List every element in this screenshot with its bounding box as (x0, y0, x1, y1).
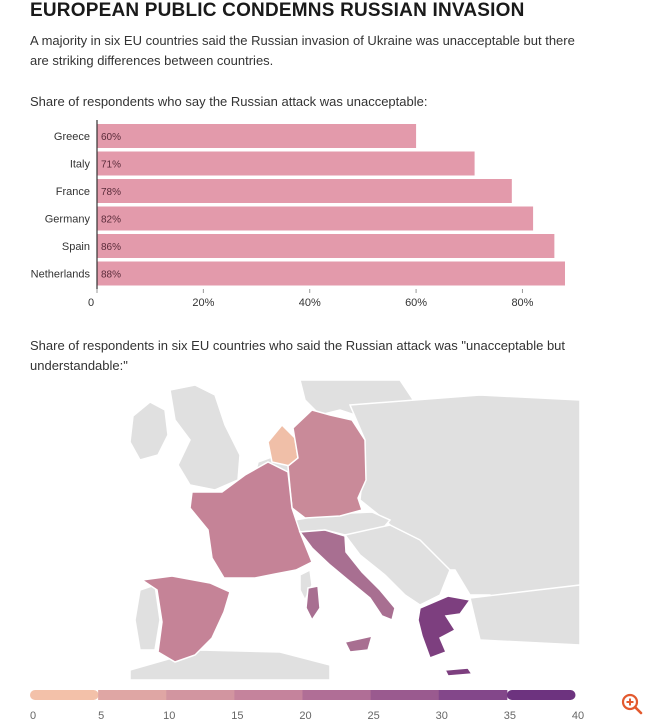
value-label-germany: 82% (101, 214, 122, 226)
legend-tick-label: 25 (367, 710, 380, 722)
value-label-greece: 60% (101, 132, 122, 143)
bar-germany (97, 207, 533, 231)
choropleth-map (0, 380, 650, 680)
value-label-italy: 71% (101, 159, 122, 171)
land-portugal (135, 585, 160, 650)
country-italy-sicily (345, 636, 372, 652)
category-label-italy: Italy (69, 158, 90, 171)
bar-france (97, 179, 512, 203)
page-subtitle: A majority in six EU countries said the Russian invasion of Ukraine was unacceptable but there are striking differences between countries. (30, 33, 575, 68)
country-greece (418, 596, 470, 658)
legend-swatch (166, 690, 235, 700)
legend-swatch (303, 690, 372, 700)
country-italy-sardinia (306, 586, 320, 620)
x-tick-label: 40% (298, 297, 321, 308)
bar-italy (97, 152, 475, 176)
x-tick-label: 60% (405, 297, 428, 308)
legend-tick-label: 20 (299, 710, 312, 722)
page-title: EUROPEAN PUBLIC CONDEMNS RUSSIAN INVASION (30, 0, 525, 21)
bar-netherlands (97, 262, 565, 286)
legend-tick-label: 15 (231, 710, 244, 722)
x-tick-label: 0 (87, 297, 95, 308)
category-label-germany: Germany (44, 213, 90, 226)
value-label-netherlands: 88% (101, 269, 122, 281)
value-label-france: 78% (101, 187, 122, 198)
bar-chart (0, 118, 650, 308)
zoom-in-icon[interactable] (620, 692, 644, 716)
legend-tick-label: 40 (571, 710, 585, 722)
legend-swatch (30, 690, 99, 700)
land-north-africa (130, 650, 330, 680)
land-ireland (130, 402, 168, 460)
color-scale-legend (0, 684, 600, 722)
country-germany (288, 410, 366, 518)
category-label-france: France (55, 186, 90, 198)
category-label-greece: Greece (53, 131, 90, 143)
value-label-spain: 86% (101, 242, 122, 253)
bar-spain (97, 234, 554, 258)
bar-chart-title: Share of respondents who say the Russian attack was unacceptable: (30, 94, 428, 109)
legend-tick-label: 0 (29, 710, 37, 722)
country-greece-crete (445, 668, 472, 676)
legend-tick-label: 10 (163, 710, 176, 722)
land-britain (170, 385, 240, 490)
legend-swatch (507, 690, 576, 700)
bar-greece (97, 124, 416, 148)
legend-swatch (234, 690, 303, 700)
map-title: Share of respondents in six EU countries who said the Russian attack was "unacceptable but understandable:" (30, 338, 566, 373)
legend-tick-label: 30 (435, 710, 448, 722)
legend-tick-label: 35 (503, 710, 516, 722)
legend-swatch (371, 690, 440, 700)
x-tick-label: 20% (192, 297, 215, 308)
legend-swatch (98, 690, 167, 700)
legend-tick-label: 5 (98, 710, 105, 722)
category-label-netherlands: Netherlands (30, 268, 90, 281)
x-tick-label: 80% (511, 297, 534, 308)
category-label-spain: Spain (61, 241, 90, 253)
legend-swatch (439, 690, 508, 700)
